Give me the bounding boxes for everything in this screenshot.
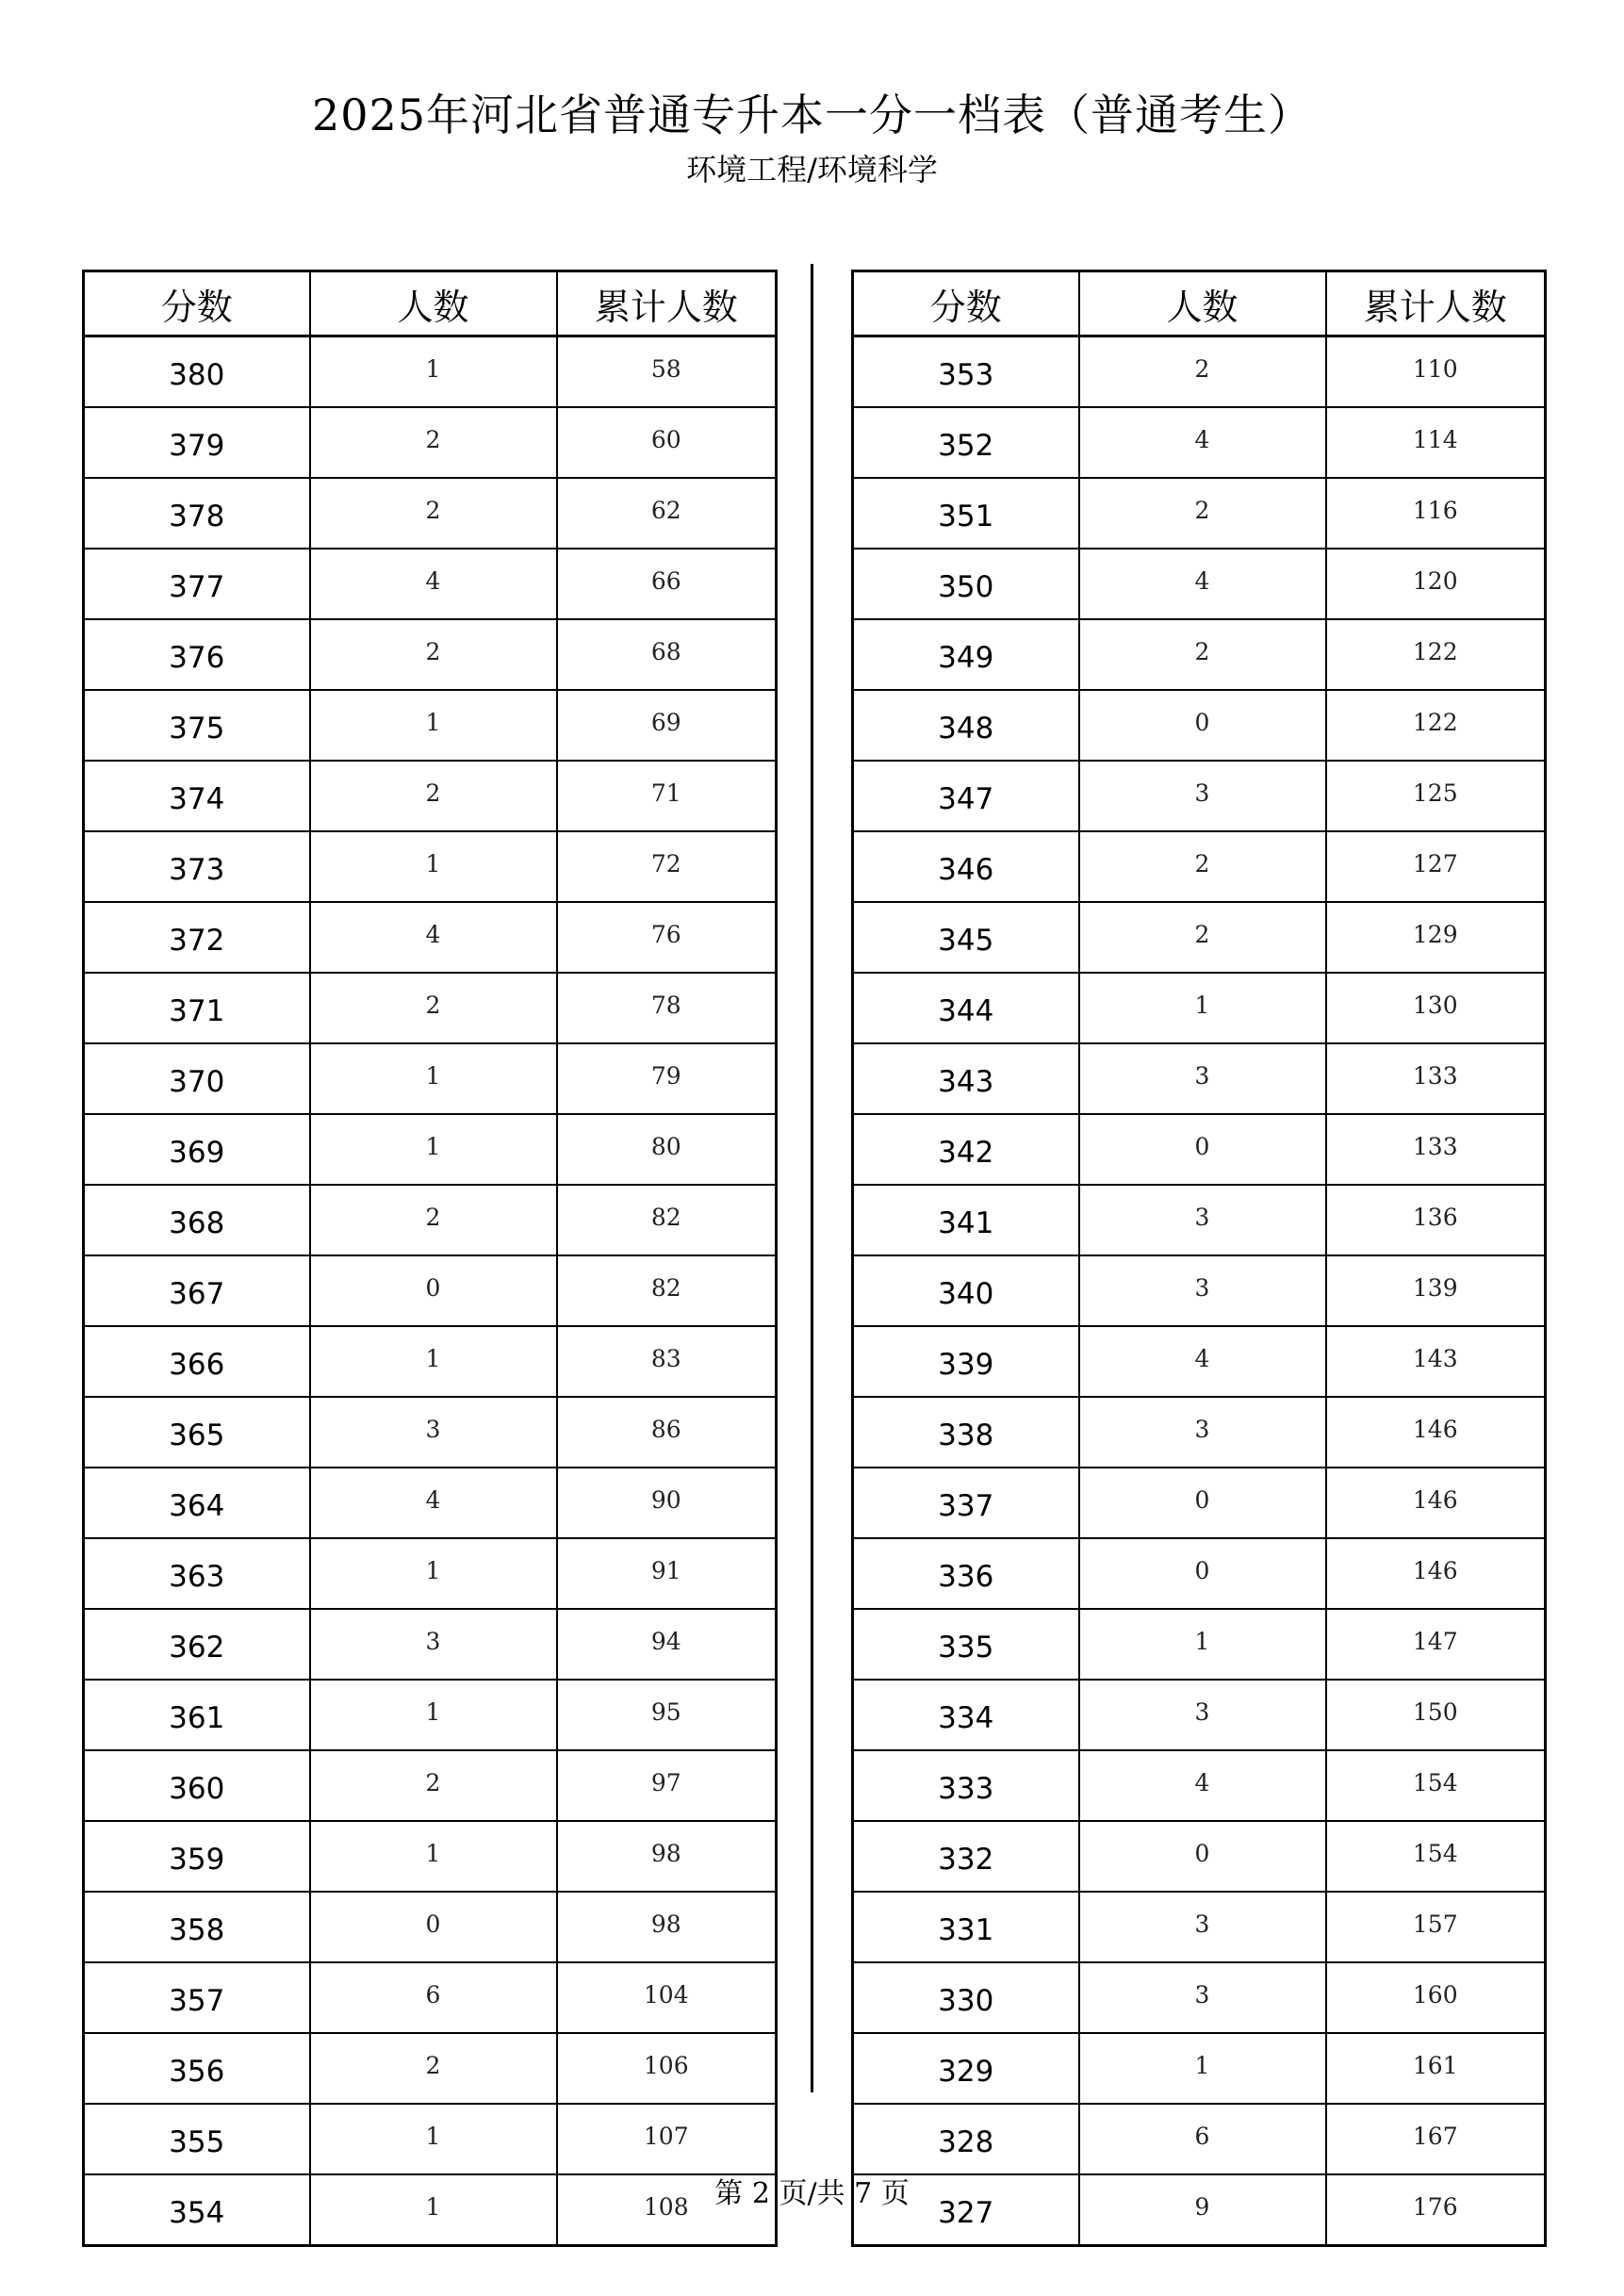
table-row: [84, 761, 777, 831]
score-cell: 370: [84, 1043, 310, 1114]
score-cell: 346: [853, 831, 1079, 902]
table-row: [853, 1609, 1546, 1680]
count-cell: 4: [310, 549, 557, 619]
score-cell: 352: [853, 407, 1079, 478]
count-cell: 1: [310, 831, 557, 902]
score-cell: 360: [84, 1750, 310, 1821]
count-cell: 2: [1079, 831, 1326, 902]
count-cell: 6: [310, 1962, 557, 2033]
count-cell: 9: [1079, 2174, 1326, 2246]
table-row: [853, 1750, 1546, 1821]
page-subtitle: 环境工程/环境科学: [686, 152, 938, 188]
table-row: [853, 1468, 1546, 1538]
count-cell: 1: [310, 1043, 557, 1114]
count-cell: 1: [310, 1538, 557, 1609]
cumulative-cell: 82: [557, 1255, 777, 1326]
cumulative-cell: 154: [1326, 1750, 1546, 1821]
score-cell: 372: [84, 902, 310, 973]
cumulative-cell: 146: [1326, 1468, 1546, 1538]
table-row: [853, 973, 1546, 1043]
cumulative-cell: 167: [1326, 2104, 1546, 2174]
cumulative-cell: 154: [1326, 1821, 1546, 1892]
score-cell: 371: [84, 973, 310, 1043]
score-cell: 335: [853, 1609, 1079, 1680]
count-cell: 3: [1079, 1185, 1326, 1255]
count-cell: 4: [310, 1468, 557, 1538]
score-cell: 369: [84, 1114, 310, 1185]
score-cell: 337: [853, 1468, 1079, 1538]
count-cell: 2: [1079, 619, 1326, 690]
cumulative-cell: 72: [557, 831, 777, 902]
score-cell: 368: [84, 1185, 310, 1255]
table-row: [84, 1326, 777, 1397]
cumulative-cell: 79: [557, 1043, 777, 1114]
cumulative-cell: 82: [557, 1185, 777, 1255]
count-cell: 4: [1079, 1750, 1326, 1821]
table-row: [84, 1962, 777, 2033]
cumulative-cell: 97: [557, 1750, 777, 1821]
table-body-right: [853, 336, 1546, 2246]
table-row: [84, 973, 777, 1043]
score-cell: 373: [84, 831, 310, 902]
score-cell: 354: [84, 2174, 310, 2246]
count-cell: 1: [310, 1821, 557, 1892]
page-footer: 第 2 页/共 7 页: [714, 2177, 910, 2210]
score-cell: 364: [84, 1468, 310, 1538]
cumulative-cell: 76: [557, 902, 777, 973]
table-row: [84, 478, 777, 549]
count-cell: 4: [1079, 1326, 1326, 1397]
score-cell: 334: [853, 1680, 1079, 1750]
cumulative-cell: 90: [557, 1468, 777, 1538]
count-cell: 0: [310, 1255, 557, 1326]
table-row: [84, 407, 777, 478]
count-cell: 2: [310, 2033, 557, 2104]
table-header-row: [84, 271, 777, 336]
cumulative-cell: 71: [557, 761, 777, 831]
table-row: [853, 1326, 1546, 1397]
count-cell: 2: [1079, 336, 1326, 408]
count-cell: 0: [1079, 1468, 1326, 1538]
score-cell: 349: [853, 619, 1079, 690]
cumulative-cell: 69: [557, 690, 777, 761]
score-cell: 356: [84, 2033, 310, 2104]
count-cell: 3: [1079, 761, 1326, 831]
count-cell: 2: [310, 1750, 557, 1821]
score-cell: 344: [853, 973, 1079, 1043]
count-cell: 0: [1079, 1114, 1326, 1185]
count-cell: 1: [310, 2104, 557, 2174]
score-cell: 379: [84, 407, 310, 478]
column-divider: [811, 264, 813, 2092]
cumulative-cell: 62: [557, 478, 777, 549]
count-cell: 1: [1079, 2033, 1326, 2104]
score-cell: 330: [853, 1962, 1079, 2033]
table-row: [84, 1185, 777, 1255]
cumulative-cell: 125: [1326, 761, 1546, 831]
count-cell: 3: [1079, 1043, 1326, 1114]
table-row: [853, 1114, 1546, 1185]
count-cell: 6: [1079, 2104, 1326, 2174]
count-cell: 2: [310, 973, 557, 1043]
cumulative-cell: 122: [1326, 690, 1546, 761]
cumulative-cell: 127: [1326, 831, 1546, 902]
count-cell: 3: [1079, 1397, 1326, 1468]
table-row: [853, 902, 1546, 973]
table-row: [84, 1468, 777, 1538]
table-row: [84, 1609, 777, 1680]
score-cell: 376: [84, 619, 310, 690]
count-cell: 4: [1079, 407, 1326, 478]
score-cell: 367: [84, 1255, 310, 1326]
cumulative-cell: 136: [1326, 1185, 1546, 1255]
count-cell: 4: [1079, 549, 1326, 619]
table-row: [853, 1043, 1546, 1114]
score-cell: 375: [84, 690, 310, 761]
count-cell: 1: [310, 1680, 557, 1750]
count-cell: 1: [310, 2174, 557, 2246]
cumulative-cell: 83: [557, 1326, 777, 1397]
table-row: [853, 407, 1546, 478]
table-row: [853, 1821, 1546, 1892]
header-cumulative: 累计人数: [1326, 271, 1546, 336]
table-body-left: [84, 336, 777, 2246]
count-cell: 0: [1079, 690, 1326, 761]
count-cell: 0: [1079, 1821, 1326, 1892]
score-cell: 378: [84, 478, 310, 549]
cumulative-cell: 133: [1326, 1043, 1546, 1114]
score-cell: 357: [84, 1962, 310, 2033]
score-cell: 342: [853, 1114, 1079, 1185]
cumulative-cell: 122: [1326, 619, 1546, 690]
table-row: [853, 831, 1546, 902]
score-cell: 345: [853, 902, 1079, 973]
count-cell: 4: [310, 902, 557, 973]
cumulative-cell: 114: [1326, 407, 1546, 478]
score-cell: 355: [84, 2104, 310, 2174]
score-cell: 363: [84, 1538, 310, 1609]
cumulative-cell: 104: [557, 1962, 777, 2033]
cumulative-cell: 160: [1326, 1962, 1546, 2033]
table-row: [853, 690, 1546, 761]
count-cell: 0: [310, 1892, 557, 1962]
count-cell: 1: [310, 690, 557, 761]
count-cell: 2: [310, 1185, 557, 1255]
cumulative-cell: 150: [1326, 1680, 1546, 1750]
cumulative-cell: 86: [557, 1397, 777, 1468]
table-row: [84, 1255, 777, 1326]
table-row: [853, 1185, 1546, 1255]
table-row: [853, 1962, 1546, 2033]
table-row: [84, 1750, 777, 1821]
table-row: [84, 690, 777, 761]
count-cell: 2: [1079, 478, 1326, 549]
table-row: [84, 1821, 777, 1892]
cumulative-cell: 80: [557, 1114, 777, 1185]
count-cell: 0: [1079, 1538, 1326, 1609]
table-row: [84, 1397, 777, 1468]
score-cell: 358: [84, 1892, 310, 1962]
score-cell: 341: [853, 1185, 1079, 1255]
count-cell: 2: [310, 761, 557, 831]
score-cell: 361: [84, 1680, 310, 1750]
score-cell: 331: [853, 1892, 1079, 1962]
score-cell: 377: [84, 549, 310, 619]
cumulative-cell: 130: [1326, 973, 1546, 1043]
count-cell: 3: [1079, 1962, 1326, 2033]
score-cell: 329: [853, 2033, 1079, 2104]
header-count: 人数: [1079, 271, 1326, 336]
count-cell: 3: [310, 1609, 557, 1680]
score-cell: 380: [84, 336, 310, 408]
score-cell: 327: [853, 2174, 1079, 2246]
table-row: [84, 1538, 777, 1609]
page-title: 2025年河北省普通专升本一分一档表（普通考生）: [311, 90, 1313, 140]
score-cell: 347: [853, 761, 1079, 831]
table-row: [84, 1680, 777, 1750]
score-table-right: [851, 270, 1547, 2247]
table-row: [84, 902, 777, 973]
count-cell: 3: [310, 1397, 557, 1468]
header-cumulative: 累计人数: [557, 271, 777, 336]
cumulative-cell: 139: [1326, 1255, 1546, 1326]
table-row: [84, 1892, 777, 1962]
header-score: 分数: [84, 271, 310, 336]
score-table-left: [82, 270, 778, 2247]
score-cell: 338: [853, 1397, 1079, 1468]
table-row: [853, 336, 1546, 408]
score-cell: 351: [853, 478, 1079, 549]
table-row: [84, 2104, 777, 2174]
count-cell: 3: [1079, 1255, 1326, 1326]
score-cell: 332: [853, 1821, 1079, 1892]
cumulative-cell: 98: [557, 1892, 777, 1962]
table-row: [853, 1538, 1546, 1609]
table-row: [84, 2033, 777, 2104]
score-cell: 366: [84, 1326, 310, 1397]
cumulative-cell: 95: [557, 1680, 777, 1750]
count-cell: 1: [310, 336, 557, 408]
score-cell: 365: [84, 1397, 310, 1468]
score-cell: 328: [853, 2104, 1079, 2174]
table-row: [853, 2104, 1546, 2174]
score-cell: 359: [84, 1821, 310, 1892]
table-row: [84, 619, 777, 690]
table-row: [84, 1043, 777, 1114]
cumulative-cell: 176: [1326, 2174, 1546, 2246]
cumulative-cell: 58: [557, 336, 777, 408]
score-cell: 340: [853, 1255, 1079, 1326]
table-row: [853, 1255, 1546, 1326]
cumulative-cell: 98: [557, 1821, 777, 1892]
count-cell: 2: [1079, 902, 1326, 973]
count-cell: 1: [310, 1114, 557, 1185]
cumulative-cell: 133: [1326, 1114, 1546, 1185]
cumulative-cell: 129: [1326, 902, 1546, 973]
table-header-row: [853, 271, 1546, 336]
count-cell: 1: [1079, 973, 1326, 1043]
cumulative-cell: 68: [557, 619, 777, 690]
score-cell: 348: [853, 690, 1079, 761]
cumulative-cell: 147: [1326, 1609, 1546, 1680]
count-cell: 1: [1079, 1609, 1326, 1680]
header-score: 分数: [853, 271, 1079, 336]
cumulative-cell: 146: [1326, 1397, 1546, 1468]
score-cell: 374: [84, 761, 310, 831]
cumulative-cell: 110: [1326, 336, 1546, 408]
cumulative-cell: 157: [1326, 1892, 1546, 1962]
table-row: [853, 619, 1546, 690]
score-cell: 339: [853, 1326, 1079, 1397]
table-row: [853, 478, 1546, 549]
table-row: [853, 1892, 1546, 1962]
cumulative-cell: 108: [557, 2174, 777, 2246]
score-cell: 336: [853, 1538, 1079, 1609]
table-row: [84, 1114, 777, 1185]
cumulative-cell: 60: [557, 407, 777, 478]
table-row: [853, 761, 1546, 831]
cumulative-cell: 66: [557, 549, 777, 619]
table-row: [853, 2033, 1546, 2104]
cumulative-cell: 94: [557, 1609, 777, 1680]
count-cell: 2: [310, 407, 557, 478]
table-row: [853, 1397, 1546, 1468]
cumulative-cell: 91: [557, 1538, 777, 1609]
count-cell: 1: [310, 1326, 557, 1397]
cumulative-cell: 116: [1326, 478, 1546, 549]
cumulative-cell: 120: [1326, 549, 1546, 619]
cumulative-cell: 107: [557, 2104, 777, 2174]
score-cell: 343: [853, 1043, 1079, 1114]
table-row: [84, 831, 777, 902]
score-cell: 353: [853, 336, 1079, 408]
cumulative-cell: 78: [557, 973, 777, 1043]
score-cell: 362: [84, 1609, 310, 1680]
cumulative-cell: 106: [557, 2033, 777, 2104]
table-row: [84, 336, 777, 408]
cumulative-cell: 143: [1326, 1326, 1546, 1397]
table-row: [853, 1680, 1546, 1750]
score-cell: 333: [853, 1750, 1079, 1821]
count-cell: 3: [1079, 1892, 1326, 1962]
table-row: [84, 549, 777, 619]
table-row: [853, 549, 1546, 619]
cumulative-cell: 146: [1326, 1538, 1546, 1609]
cumulative-cell: 161: [1326, 2033, 1546, 2104]
score-cell: 350: [853, 549, 1079, 619]
count-cell: 2: [310, 619, 557, 690]
count-cell: 2: [310, 478, 557, 549]
header-count: 人数: [310, 271, 557, 336]
count-cell: 3: [1079, 1680, 1326, 1750]
